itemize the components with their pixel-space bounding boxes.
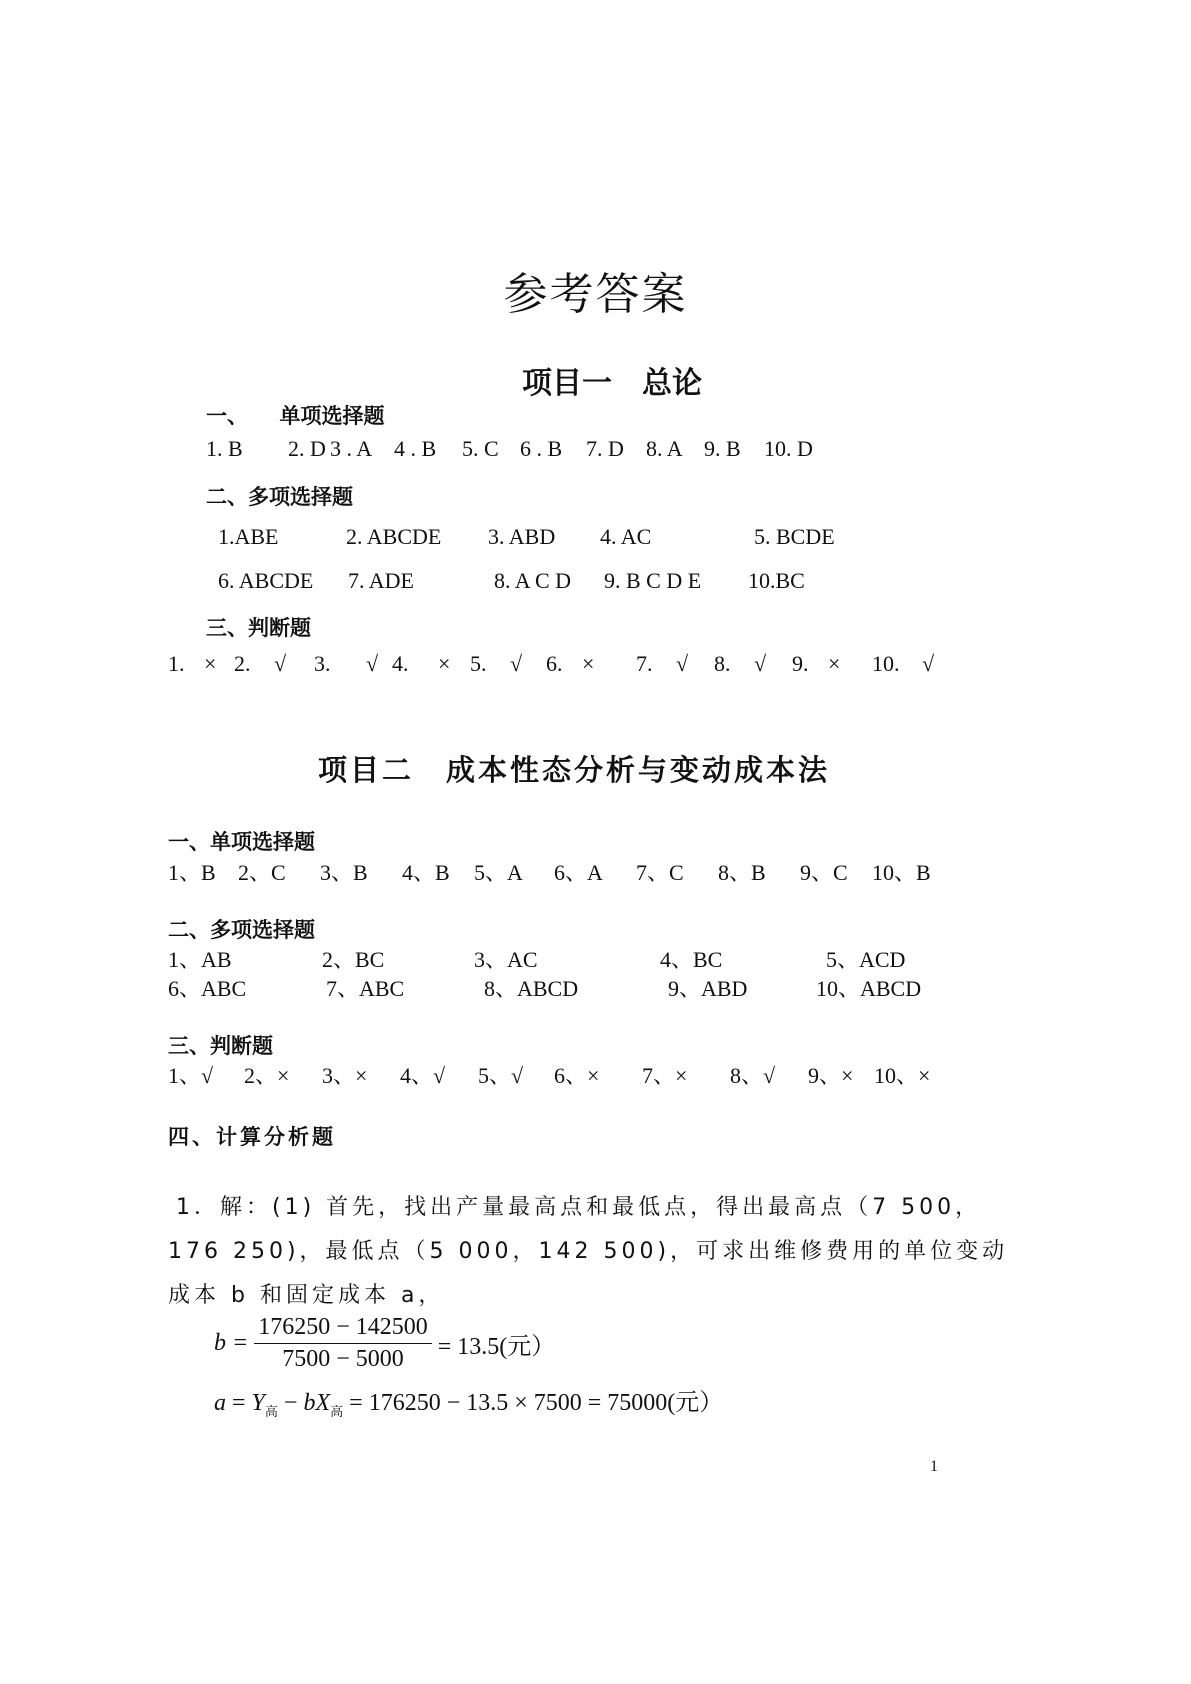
answer-item: 4、√: [400, 1063, 446, 1088]
answer-item: 5、√: [478, 1063, 524, 1088]
formula-a-sub: 高: [330, 1405, 344, 1420]
formula-a-y: Y: [251, 1390, 265, 1416]
p2-section1-title: 一、单项选择题: [168, 830, 315, 854]
project2-heading: 项目二 成本性态分析与变动成本法: [318, 753, 831, 787]
answer-item: 1. B: [206, 436, 243, 461]
p2-section3-title: 三、判断题: [168, 1034, 273, 1058]
answer-item: 2、BC: [322, 947, 385, 972]
answer-item: 2. D: [288, 436, 326, 461]
answer-item: 7、ABC: [326, 976, 405, 1001]
answer-item: 9、ABD: [668, 976, 748, 1001]
p1-section3-title: 三、判断题: [206, 616, 311, 640]
answer-item: 1、AB: [168, 947, 232, 972]
solution-line-3: 成本 b 和固定成本 a，: [168, 1283, 445, 1308]
answer-item: 6、A: [554, 860, 603, 885]
formula-b-rhs: = 13.5(元）: [437, 1334, 556, 1360]
answer-number: 4.: [392, 651, 409, 676]
formula-b-fraction: [254, 1314, 432, 1373]
answer-item: 4、BC: [660, 947, 723, 972]
answer-item: 7、C: [636, 860, 684, 885]
answer-item: 5. C: [462, 436, 499, 461]
answer-item: 7、×: [642, 1063, 688, 1088]
answer-item: 9、C: [800, 860, 848, 885]
answer-item: 6、×: [554, 1063, 600, 1088]
solution-line-2: 176 250)，最低点（5 000，142 500)，可求出维修费用的单位变动: [168, 1239, 1009, 1264]
formula-b-denominator: 7500 − 5000: [282, 1346, 404, 1372]
formula-a-var: a: [214, 1390, 226, 1416]
formula-b-numerator: 176250 − 142500: [254, 1314, 432, 1344]
answer-item: 1、√: [168, 1063, 214, 1088]
answer-number: 5.: [470, 651, 487, 676]
answer-item: 4、B: [402, 860, 450, 885]
answer-item: 6 . B: [520, 436, 563, 461]
answer-item: 6、ABC: [168, 976, 247, 1001]
page-number: 1: [930, 1458, 938, 1475]
answer-item: 9、×: [808, 1063, 854, 1088]
answer-item: 6. ABCDE: [218, 568, 314, 593]
answer-item: 8、B: [718, 860, 766, 885]
page-title: 参考答案: [503, 269, 688, 320]
answer-item: 5、ACD: [826, 947, 906, 972]
answer-item: 3、×: [322, 1063, 368, 1088]
formula-a-eq: =: [226, 1390, 252, 1416]
answer-item: 2、×: [244, 1063, 290, 1088]
answer-item: 9. B C D E: [604, 568, 702, 593]
formula-a-bx: bX: [303, 1390, 331, 1416]
answer-number: 10.: [872, 651, 900, 676]
answer-number: 2.: [234, 651, 251, 676]
answer-mark: √: [922, 651, 935, 676]
answer-item: 1、B: [168, 860, 216, 885]
answer-item: 10、ABCD: [816, 976, 922, 1001]
answer-item: 10、×: [874, 1063, 931, 1088]
answer-number: 8.: [714, 651, 731, 676]
answer-item: 10. D: [764, 436, 813, 461]
answer-item: 8、ABCD: [484, 976, 579, 1001]
answer-item: 3. ABD: [488, 524, 556, 549]
answer-item: 9. B: [704, 436, 741, 461]
p1-section1-title: 一、 单项选择题: [206, 404, 385, 428]
answer-item: 4 . B: [394, 436, 437, 461]
answer-number: 6.: [546, 651, 563, 676]
p2-section2-title: 二、多项选择题: [168, 918, 315, 942]
answer-item: 3 . A: [330, 436, 373, 461]
answer-item: 5、A: [474, 860, 523, 885]
formula-a-sub: 高: [264, 1405, 278, 1420]
p2-section4-title: 四、计算分析题: [168, 1125, 336, 1149]
answer-item: 7. D: [586, 436, 624, 461]
answer-mark: ×: [828, 651, 841, 676]
answer-item: 2、C: [238, 860, 286, 885]
answer-item: 3、B: [320, 860, 368, 885]
answer-mark: √: [366, 651, 379, 676]
answer-item: 10、B: [872, 860, 931, 885]
answer-mark: √: [676, 651, 689, 676]
answer-mark: ×: [582, 651, 595, 676]
answer-item: 4. AC: [600, 524, 652, 549]
p1-section2-title: 二、多项选择题: [206, 485, 353, 509]
answer-number: 9.: [792, 651, 809, 676]
answer-mark: √: [274, 651, 287, 676]
answer-item: 1.ABE: [218, 524, 279, 549]
answer-item: 8. A C D: [494, 568, 572, 593]
formula-a-minus: −: [277, 1390, 304, 1416]
answer-item: 10.BC: [748, 568, 805, 593]
solution-line-1: 1．解：(1) 首先，找出产量最高点和最低点，得出最高点（7 500，: [176, 1195, 982, 1220]
answer-number: 7.: [636, 651, 653, 676]
formula-b-lhs: b =: [214, 1330, 249, 1356]
formula-b: [214, 1314, 555, 1373]
answer-item: 7. ADE: [348, 568, 414, 593]
answer-item: 3、AC: [474, 947, 538, 972]
answer-mark: ×: [204, 651, 217, 676]
answer-item: 2. ABCDE: [346, 524, 442, 549]
answer-item: 8. A: [646, 436, 683, 461]
answer-mark: √: [510, 651, 523, 676]
answer-number: 3.: [314, 651, 331, 676]
project1-heading: 项目一 总论: [522, 366, 702, 401]
formula-a-rest: = 176250 − 13.5 × 7500 = 75000(元）: [343, 1390, 724, 1416]
answer-number: 1.: [168, 651, 185, 676]
formula-a: [214, 1382, 723, 1420]
answer-item: 5. BCDE: [754, 524, 835, 549]
answer-mark: ×: [438, 651, 451, 676]
answer-item: 8、√: [730, 1063, 776, 1088]
answer-mark: √: [754, 651, 767, 676]
